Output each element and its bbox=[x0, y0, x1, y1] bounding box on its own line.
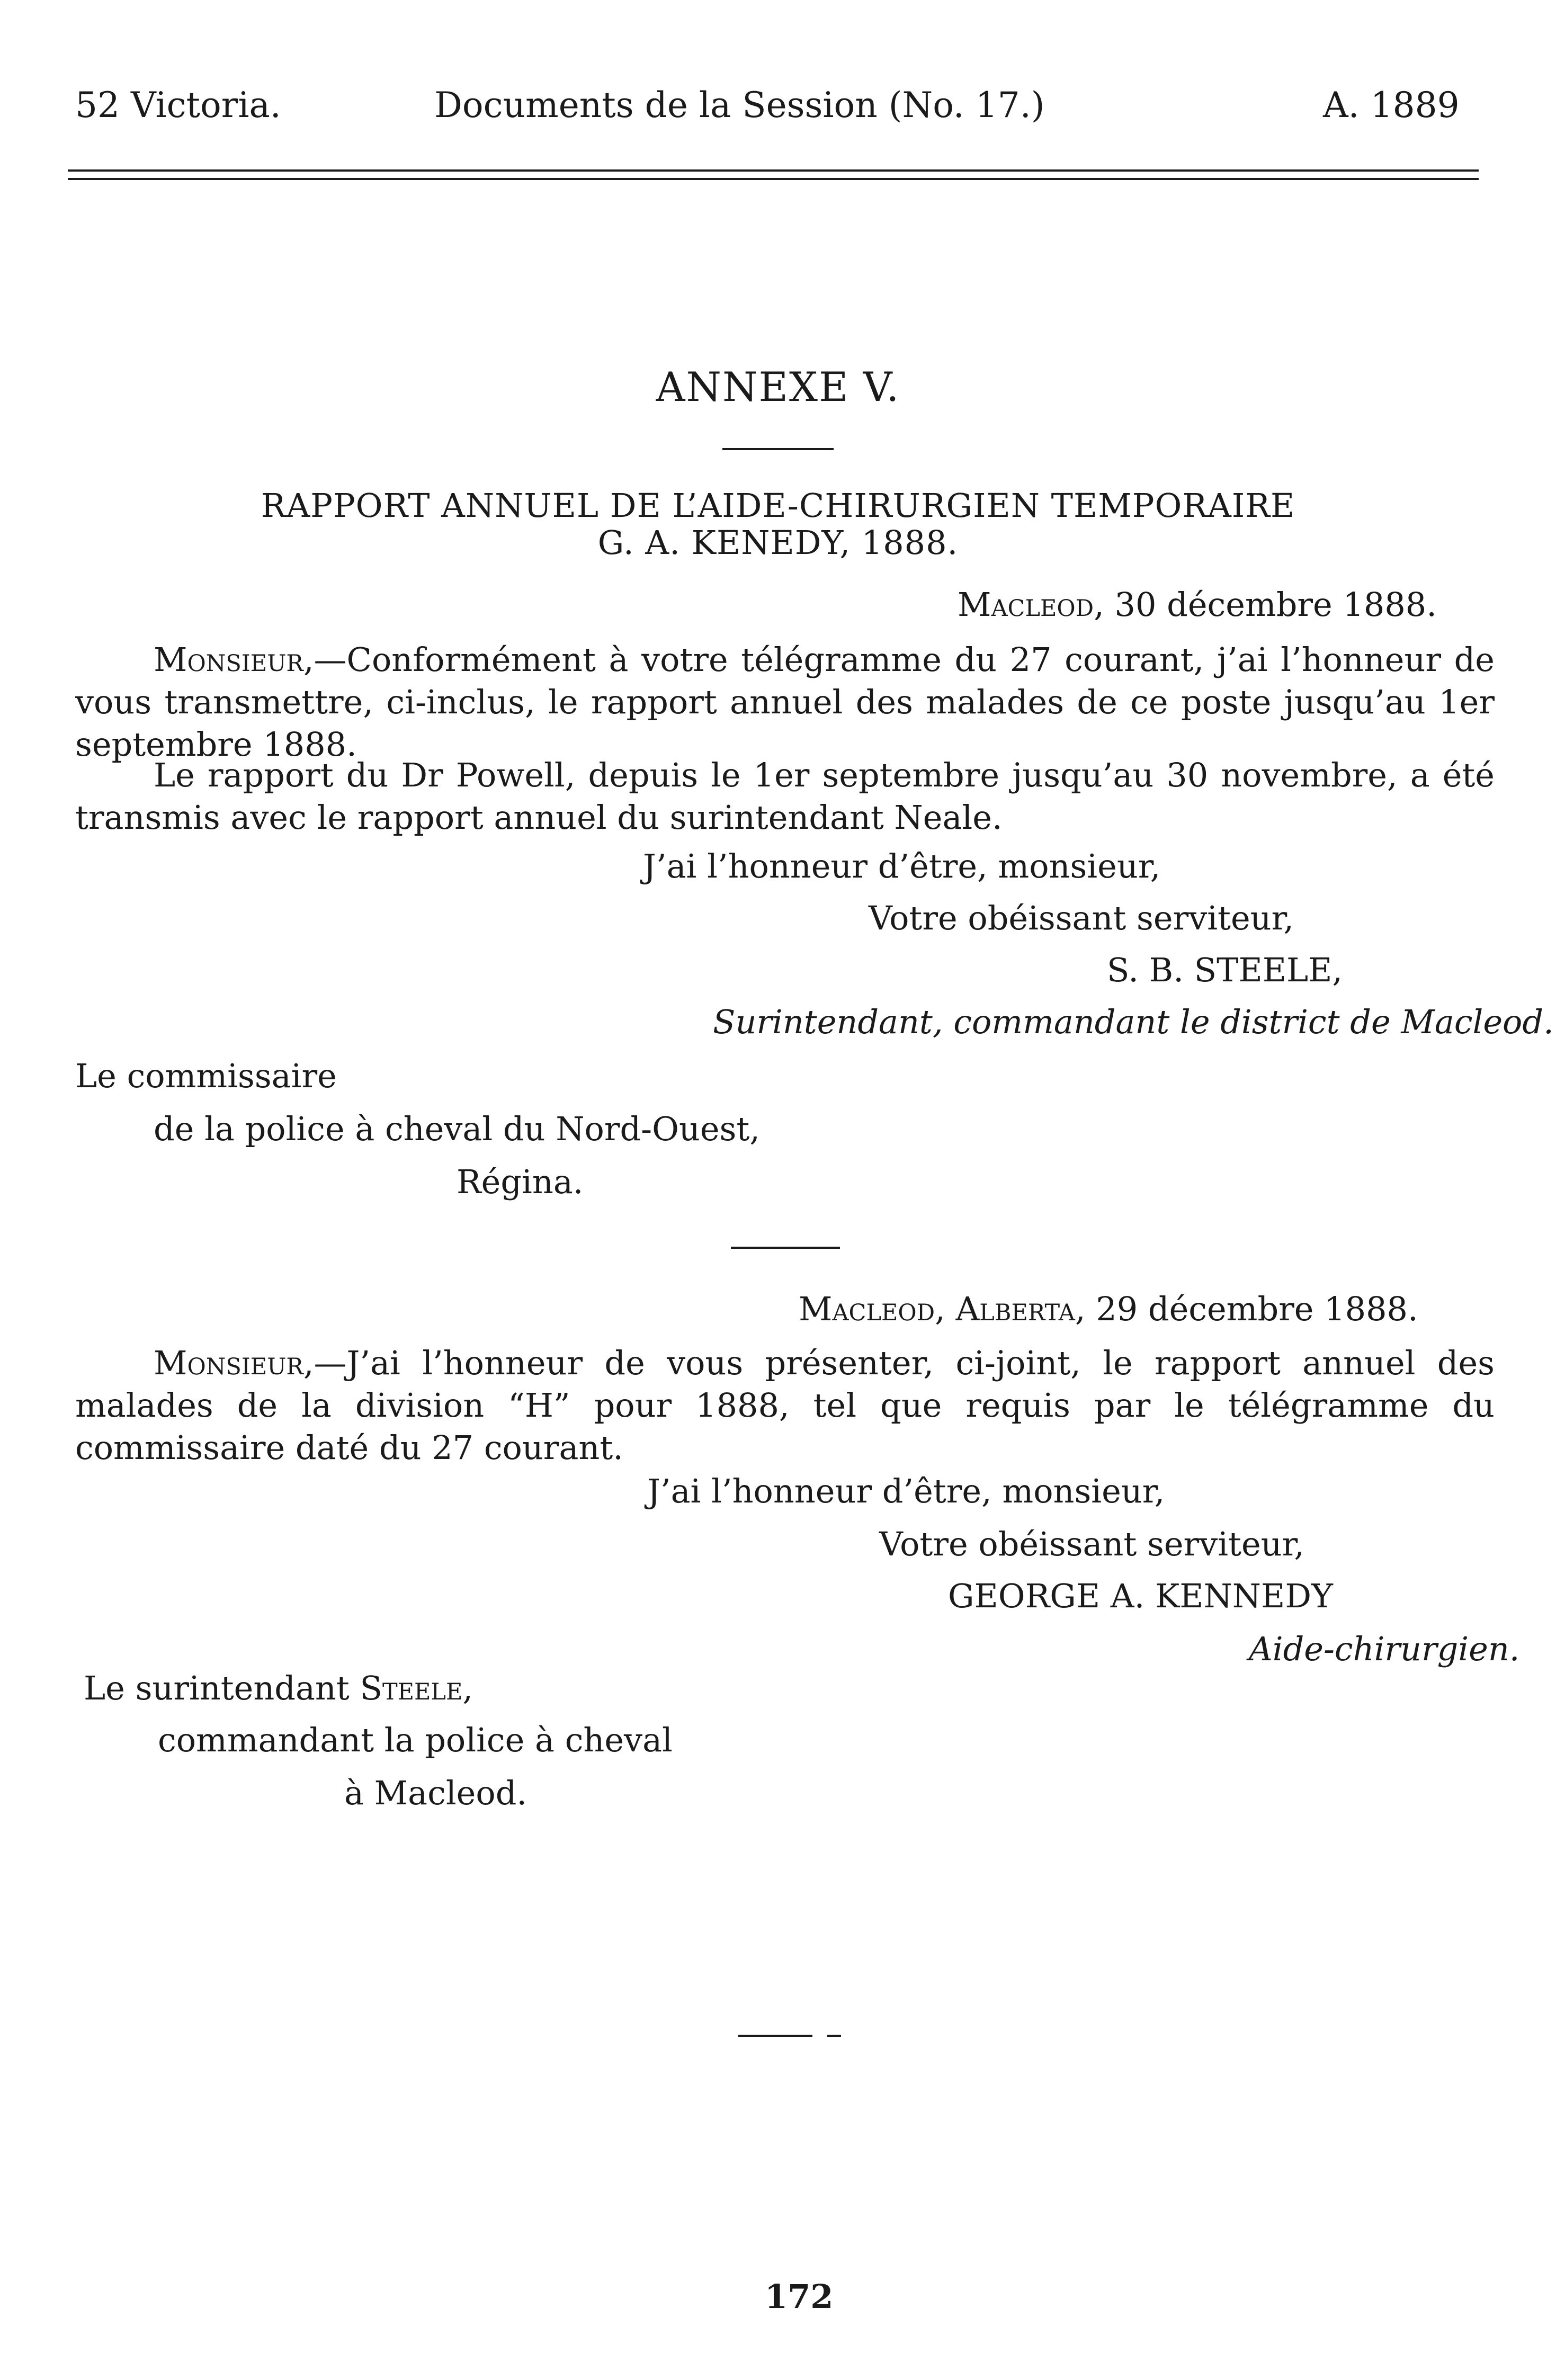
letter2-dateline bbox=[799, 1288, 1418, 1330]
end-divider-dash bbox=[827, 2035, 841, 2037]
letter-divider bbox=[731, 1247, 840, 1249]
letter1-addressee-3: Régina. bbox=[457, 1162, 584, 1201]
report-title-line-2: G. A. KENEDY, 1888. bbox=[597, 523, 959, 562]
letter1-closing-2: Votre obéissant serviteur, bbox=[869, 899, 1294, 937]
letter2-body: ,—J’ai l’honneur de vous présenter, ci-joint, le rapport annuel des malades de la division “H” pour 1888, tel que requis par le télégramme du commissaire daté du 27 courant. bbox=[75, 1344, 1495, 1467]
letter1-paragraph-2 bbox=[75, 754, 1495, 839]
page-number: 172 bbox=[765, 2277, 834, 2316]
letter2-closing-2: Votre obéissant serviteur, bbox=[879, 1525, 1305, 1563]
letter1-dateline bbox=[958, 584, 1437, 626]
letter1-signature: S. B. STEELE, bbox=[1107, 951, 1343, 989]
letter2-signatory-title: Aide-chirurgien. bbox=[1249, 1630, 1520, 1668]
letter1-signatory-title: Surintendant, commandant le district de Macleod. bbox=[713, 1003, 1554, 1041]
letter1-closing-1: J’ai l’honneur d’être, monsieur, bbox=[643, 847, 1161, 885]
letter2-addressee-1: Le surintendant Steele, bbox=[84, 1669, 473, 1707]
letter2-paragraph bbox=[75, 1342, 1495, 1469]
letter2-salutation: Monsieur bbox=[154, 1344, 303, 1382]
title-divider bbox=[722, 448, 834, 450]
annex-title: ANNEXE V. bbox=[656, 363, 900, 410]
end-divider bbox=[738, 2035, 812, 2037]
header-rule-bottom bbox=[68, 178, 1479, 180]
letter1-paragraph-1 bbox=[75, 639, 1495, 766]
letter1-addressee-2: de la police à cheval du Nord-Ouest, bbox=[154, 1110, 761, 1148]
letter2-date: , 29 décembre 1888. bbox=[1075, 1290, 1418, 1328]
letter1-body-2: Le rapport du Dr Powell, depuis le 1er septembre jusqu’au 30 novembre, a été transmis avec le rapport annuel du surintendant Neale. bbox=[75, 756, 1495, 837]
letter2-place: Macleod, Alberta bbox=[799, 1290, 1075, 1328]
report-title-line-1: RAPPORT ANNUEL DE L’AIDE-CHIRURGIEN TEMPORAIRE bbox=[261, 486, 1295, 525]
letter1-body-1: ,—Conformément à votre télégramme du 27 courant, j’ai l’honneur de vous transmettre, ci-inclus, le rapport annuel des malades de ce poste jusqu’au 1er septembre 1888. bbox=[75, 640, 1495, 764]
header-document-title: Documents de la Session (No. 17.) bbox=[434, 85, 1045, 126]
header-year: A. 1889 bbox=[1323, 85, 1460, 126]
letter2-closing-1: J’ai l’honneur d’être, monsieur, bbox=[647, 1472, 1165, 1510]
letter1-date: , 30 décembre 1888. bbox=[1094, 585, 1437, 624]
letter1-place: Macleod bbox=[958, 585, 1094, 624]
letter2-signature: GEORGE A. KENNEDY bbox=[948, 1577, 1333, 1615]
letter2-addressee-3: à Macleod. bbox=[344, 1774, 527, 1812]
letter1-salutation: Monsieur bbox=[154, 640, 303, 679]
letter1-addressee-1: Le commissaire bbox=[75, 1057, 337, 1095]
letter2-addressee-2: commandant la police à cheval bbox=[158, 1721, 673, 1759]
header-volume: 52 Victoria. bbox=[75, 85, 281, 126]
header-rule-top bbox=[68, 169, 1479, 172]
